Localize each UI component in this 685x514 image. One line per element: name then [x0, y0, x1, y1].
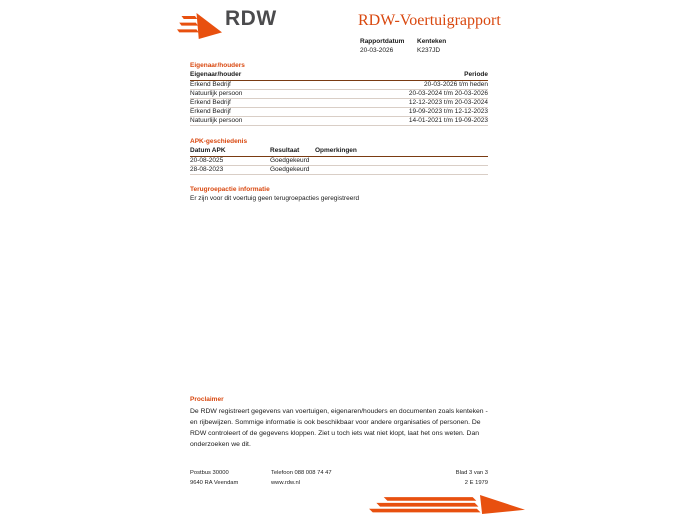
owner-period: 12-12-2023 t/m 20-03-2024 — [408, 99, 488, 106]
table-row — [190, 99, 488, 108]
footer-website: www.rdw.nl — [271, 480, 300, 486]
apk-remarks — [315, 157, 488, 164]
owners-section-title: Eigenaar/houders — [190, 62, 245, 69]
apk-result: Goedgekeurd — [270, 166, 310, 173]
owner-period: 14-01-2021 t/m 19-09-2023 — [408, 117, 488, 124]
table-row — [190, 157, 488, 166]
proclaimer-text: De RDW registreert gegevens van voertuigen, eigenaren/houders en documenten zoals kenteken - en rijbewijzen. Sommige informatie is ook beschikbaar voor andere organisaties of personen. De RDW controleert of de gegevens kloppen. Ziet u toch iets wat niet klopt, laat het ons weten. Dan onderzoeken we dit. — [190, 408, 488, 448]
license-label: Kenteken — [417, 38, 447, 45]
apk-col-date: Datum APK — [190, 147, 226, 154]
recall-text: Er zijn voor dit voertuig geen terugroepacties geregistreerd — [190, 195, 360, 202]
table-row — [190, 90, 488, 99]
footer-pageinfo — [456, 468, 488, 488]
apk-result: Goedgekeurd — [270, 157, 310, 164]
table-row — [190, 166, 488, 175]
license-block — [417, 38, 474, 55]
apk-date: 28-08-2023 — [190, 166, 224, 173]
owner-period: 20-03-2024 t/m 20-03-2026 — [408, 90, 488, 97]
rdw-footer-logo-icon — [368, 495, 525, 514]
footer-address-line1: Postbus 30000 — [190, 470, 229, 476]
owner-period: 19-09-2023 t/m 12-12-2023 — [408, 108, 488, 115]
license-plate-value: K237JD — [417, 46, 441, 54]
footer-contact — [271, 468, 332, 488]
table-row — [190, 117, 488, 126]
footer-address — [190, 468, 238, 488]
footer-address-line2: 9640 RA Veendam — [190, 480, 239, 486]
report-meta — [360, 38, 474, 55]
table-row — [190, 108, 488, 117]
owner-name: Erkend Bedrijf — [190, 99, 231, 106]
owner-name: Natuurlijk persoon — [190, 117, 243, 124]
owners-col-owner: Eigenaar/houder — [190, 71, 242, 78]
footer-page-number: Blad 3 van 3 — [455, 470, 488, 476]
owners-col-period: Periode — [464, 71, 488, 78]
owner-name: Erkend Bedrijf — [190, 81, 231, 88]
report-date-label: Rapportdatum — [360, 38, 405, 45]
apk-remarks — [315, 166, 488, 173]
apk-table-header — [190, 146, 488, 157]
report-date-block — [360, 38, 417, 55]
apk-col-remarks: Opmerkingen — [315, 147, 357, 154]
footer-phone: Telefoon 088 008 74 47 — [271, 470, 332, 476]
footer-doc-code: 2 E 1979 — [464, 480, 488, 486]
apk-section-title: APK-geschiedenis — [190, 138, 248, 145]
apk-date: 20-08-2025 — [190, 157, 224, 164]
proclaimer-section-title: Proclaimer — [190, 396, 224, 403]
page-title: RDW-Voertuigrapport — [358, 12, 501, 29]
recall-section-title: Terugroepactie informatie — [190, 186, 270, 193]
rdw-logo-icon — [177, 13, 222, 39]
report-date-value: 20-03-2026 — [360, 46, 394, 54]
owner-name: Natuurlijk persoon — [190, 90, 243, 97]
owners-table — [190, 70, 488, 126]
rdw-logo-text: RDW — [225, 7, 277, 30]
table-row — [190, 81, 488, 90]
owner-period: 20-03-2026 t/m heden — [424, 81, 488, 88]
apk-table — [190, 146, 488, 175]
owners-table-header — [190, 70, 488, 81]
apk-col-result: Resultaat — [270, 147, 300, 154]
owner-name: Erkend Bedrijf — [190, 108, 231, 115]
